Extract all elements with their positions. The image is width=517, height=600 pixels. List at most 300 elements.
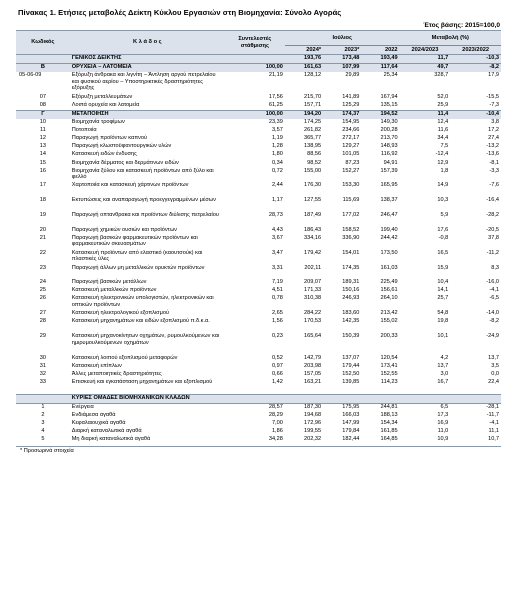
cell-weight: 2,44: [271, 182, 283, 189]
cell-code: 33: [39, 379, 46, 386]
cell-sector: ΚΥΡΙΕΣ ΟΜΑΔΕΣ ΒΙΟΜΗΧΑΝΙΚΩΝ ΚΛΑΔΩΝ: [70, 394, 225, 403]
cell-2023: 147,99: [342, 420, 360, 427]
cell-change-2024-2023: 14,9: [437, 182, 449, 189]
cell-change-2024-2023: 1,8: [440, 167, 449, 174]
cell-2023: 174,35: [342, 264, 360, 271]
table-row: [16, 420, 501, 428]
cell-2022: 157,39: [380, 167, 398, 174]
cell-weight: 23,39: [268, 119, 283, 126]
cell-change-2023-2022: 22,4: [488, 379, 499, 386]
cell-2022: 199,40: [380, 226, 398, 233]
cell-weight: 61,25: [268, 101, 283, 108]
cell-change-2024-2023: 10,9: [437, 436, 449, 443]
cell-2024: 179,42: [303, 249, 322, 256]
cell-code: 21: [39, 234, 46, 241]
cell-2022: 200,33: [380, 333, 398, 340]
cell-2023: 129,27: [342, 143, 360, 150]
table-body: [16, 55, 501, 445]
cell-2024: 157,71: [303, 101, 322, 108]
table-section-row: [16, 394, 501, 403]
header-sector: Κ λ ά δ ο ς: [70, 31, 225, 55]
cell-2024: 138,95: [303, 143, 322, 150]
cell-change-2023-2022: 3,5: [491, 362, 499, 369]
cell-weight: 1,56: [271, 318, 283, 325]
cell-weight: 0,23: [271, 333, 283, 340]
cell-2023: 177,02: [342, 212, 360, 219]
cell-change-2023-2022: 17,9: [488, 72, 499, 79]
cell-2022: 117,64: [361, 64, 399, 73]
cell-change-2023-2022: -13,6: [486, 151, 499, 158]
cell-2024: 165,64: [303, 333, 322, 340]
cell-code: [16, 394, 70, 403]
cell-code: 1: [41, 403, 45, 410]
cell-sector: Εκτυπώσεις και αναπαραγωγή προεγγεγραμμένων μέσων: [71, 197, 216, 204]
cell-code: 27: [39, 310, 46, 317]
cell-weight: 0,78: [271, 295, 283, 302]
cell-sector: Παραγωγή οπτανθρακα και προϊόντων διύλισης πετρελαίου: [71, 212, 219, 219]
table-row: [16, 295, 501, 310]
cell-2024: 187,30: [303, 403, 322, 410]
cell-code: 13: [39, 143, 46, 150]
cell-sector: Επισκευή και εγκατάσταση μηχανημάτων και εξοπλισμού: [71, 379, 213, 386]
cell-change-2023-2022: 11,1: [488, 428, 499, 435]
table-section-row: [16, 64, 501, 73]
header-code: Κωδικός: [16, 31, 70, 55]
cell-2024: 174,25: [303, 119, 322, 126]
cell-change-2024-2023: -0,8: [438, 234, 449, 241]
cell-2022: 213,70: [380, 135, 398, 142]
cell-weight: 4,43: [271, 226, 283, 233]
cell-2024: 193,76: [285, 55, 323, 64]
table-title: Πίνακας 1. Ετήσιες μεταβολές Δείκτη Κύκλου Εργασιών στη Βιομηχανία: Σύνολο Αγοράς: [18, 8, 342, 17]
cell-code: 18: [39, 197, 46, 204]
table-row: [16, 265, 501, 280]
cell-change-2024-2023: -12,4: [435, 151, 449, 158]
cell-weight: 100,00: [225, 64, 285, 73]
cell-code: 24: [39, 279, 46, 286]
header-change-2024-2023: 2024/2023: [400, 46, 451, 55]
cell-2022: 138,37: [380, 197, 398, 204]
cell-change-2023-2022: 3,8: [491, 119, 499, 126]
cell-change-2024-2023: 6,5: [440, 403, 449, 410]
table-row: [16, 119, 501, 127]
cell-2023: 87,23: [345, 159, 360, 166]
cell-code: 10: [39, 119, 46, 126]
cell-weight: 0,72: [271, 167, 283, 174]
cell-sector: Κατασκευή προϊόντων από ελαστικό (καουτσούκ) και πλαστικές ύλες: [71, 249, 203, 263]
header-change: Μεταβολή (%): [400, 31, 501, 46]
cell-sector: Μη διαρκή καταναλωτικά αγαθά: [71, 436, 151, 443]
cell-sector: Λοιπά ορυχεία και λατομεία: [71, 101, 140, 108]
cell-2023: 173,48: [323, 55, 361, 64]
cell-change-2023-2022: -16,4: [486, 197, 499, 204]
cell-2022: 194,52: [361, 110, 399, 119]
cell-change-2023-2022: -13,2: [486, 143, 499, 150]
table-row: [16, 412, 501, 420]
cell-sector: Κατασκευή επίπλων: [71, 362, 122, 369]
header-2023: 2023*: [323, 46, 361, 55]
cell-change-2024-2023: 49,7: [400, 64, 451, 73]
cell-change-2023-2022: -16,0: [486, 279, 499, 286]
cell-2024: 365,77: [303, 135, 322, 142]
cell-change-2024-2023: 3,0: [440, 370, 449, 377]
turnover-index-table: [16, 30, 501, 444]
cell-2024: 128,12: [303, 72, 322, 79]
cell-sector: Παραγωγή βασικών φαρμακευτικών προϊόντων και φαρμακευτικών σκευασμάτων: [71, 234, 198, 248]
cell-2024: 142,79: [303, 354, 322, 361]
footnote: * Προσωρινά στοιχεία: [16, 446, 501, 454]
cell-2024: 88,56: [307, 151, 322, 158]
cell-weight: 1,17: [271, 197, 283, 204]
cell-code: 22: [39, 249, 46, 256]
cell-2023: 153,30: [342, 182, 360, 189]
cell-2022: 135,15: [380, 101, 398, 108]
cell-change-2023-2022: 8,3: [491, 264, 499, 271]
cell-sector: Βιομηχανία τροφίμων: [71, 119, 125, 126]
cell-2023: 182,44: [342, 436, 360, 443]
cell-change-2024-2023: 25,7: [437, 295, 449, 302]
table-section-row: [16, 55, 501, 64]
cell-code: 30: [39, 354, 46, 361]
cell-sector: Άλλες μεταποιητικές δραστηριότητες: [71, 370, 162, 377]
cell-2022: 264,10: [380, 295, 398, 302]
cell-2023: 125,29: [342, 101, 360, 108]
cell-change-2024-2023: 54,8: [437, 310, 449, 317]
table-row: [16, 403, 501, 412]
cell-change-2024-2023: 17,3: [437, 412, 449, 419]
cell-code: 14: [39, 151, 46, 158]
cell-weight: 1,86: [271, 428, 283, 435]
cell-2022: 94,91: [383, 159, 398, 166]
cell-sector: ΓΕΝΙΚΟΣ ΔΕΙΚΤΗΣ: [70, 55, 225, 64]
table-row: [16, 355, 501, 363]
cell-2023: 139,85: [342, 379, 360, 386]
cell-change-2023-2022: 17,2: [488, 127, 499, 134]
cell-code: 05-06-09: [19, 72, 42, 79]
cell-change-2023-2022: -4,1: [489, 287, 499, 294]
cell-code: [16, 55, 70, 64]
cell-sector: Παραγωγή χημικών ουσιών και προϊόντων: [71, 226, 177, 233]
cell-change-2023-2022: 0,0: [491, 370, 499, 377]
cell-change-2023-2022: -4,1: [489, 420, 499, 427]
cell-change-2023-2022: -10,3: [450, 55, 501, 64]
table-row: [16, 72, 501, 94]
header-2022: 2022: [361, 46, 399, 55]
cell-change-2023-2022: -8,1: [489, 159, 499, 166]
cell-change-2024-2023: 11,6: [437, 127, 449, 134]
cell-weight: 0,97: [271, 362, 283, 369]
cell-2022: 164,85: [380, 436, 398, 443]
cell-2023: 101,05: [342, 151, 360, 158]
cell-weight: 3,57: [271, 127, 283, 134]
cell-2024: 172,96: [303, 420, 322, 427]
cell-2024: 194,68: [303, 412, 322, 419]
cell-sector: Εξόρυξη μεταλλευμάτων: [71, 93, 133, 100]
cell-2024: 284,22: [303, 310, 322, 317]
cell-change-2024-2023: 12,9: [437, 159, 449, 166]
cell-2022: [361, 394, 399, 403]
cell-change-2024-2023: 4,2: [440, 354, 449, 361]
cell-weight: 7,19: [271, 279, 283, 286]
cell-code: 4: [41, 428, 45, 435]
cell-change-2024-2023: 16,7: [437, 379, 449, 386]
cell-sector: ΟΡΥΧΕΙΑ – ΛΑΤΟΜΕΙΑ: [70, 64, 225, 73]
table-row: [16, 151, 501, 159]
table-row: [16, 212, 501, 227]
cell-change-2023-2022: -7,6: [489, 182, 499, 189]
cell-2022: 156,61: [380, 287, 398, 294]
cell-2023: 158,52: [342, 226, 360, 233]
cell-2024: 310,38: [303, 295, 322, 302]
cell-change-2024-2023: 10,4: [437, 279, 449, 286]
cell-2024: 161,63: [285, 64, 323, 73]
cell-2024: 186,43: [303, 226, 322, 233]
cell-change-2023-2022: -28,1: [486, 403, 499, 410]
cell-weight: 1,19: [271, 135, 283, 142]
cell-change-2023-2022: -11,2: [486, 249, 499, 256]
cell-2023: 107,99: [323, 64, 361, 73]
base-year-note: Έτος βάσης: 2015=100,0: [423, 22, 500, 29]
cell-weight: 1,80: [271, 151, 283, 158]
cell-2023: 336,90: [342, 234, 360, 241]
table-header: [16, 31, 501, 55]
cell-2023: 150,16: [342, 287, 360, 294]
cell-2022: 154,34: [380, 420, 398, 427]
cell-weight: 7,00: [271, 420, 283, 427]
table-row: [16, 197, 501, 212]
cell-change-2023-2022: -3,3: [489, 167, 499, 174]
cell-sector: Βιομηχανία δέρματος και δερμάτινων ειδών: [71, 159, 179, 166]
cell-change-2023-2022: -7,3: [489, 101, 499, 108]
cell-sector: Κατασκευή μηχανοκίνητων οχημάτων, ρυμουλκούμενων και ημιρυμουλκούμενων οχημάτων: [71, 333, 220, 346]
cell-change-2023-2022: 37,8: [488, 234, 499, 241]
cell-change-2024-2023: 14,1: [437, 287, 449, 294]
cell-sector: Κατασκευή μεταλλικών προϊόντων: [71, 287, 157, 294]
cell-2022: 244,42: [380, 234, 398, 241]
table-row: [16, 318, 501, 333]
cell-code: 29: [39, 333, 46, 340]
cell-2023: 234,66: [342, 127, 360, 134]
cell-weight: 28,57: [268, 403, 283, 410]
cell-2022: 149,30: [380, 119, 398, 126]
cell-code: 11: [39, 127, 46, 134]
cell-change-2023-2022: -28,2: [486, 212, 499, 219]
cell-code: 07: [39, 93, 46, 100]
cell-code: 16: [39, 167, 46, 174]
cell-change-2023-2022: [450, 394, 501, 403]
cell-sector: Παραγωγή προϊόντων καπνού: [71, 135, 148, 142]
cell-sector: Διαρκή καταναλωτικά αγαθά: [71, 428, 142, 435]
cell-change-2024-2023: 7,5: [440, 143, 449, 150]
cell-change-2023-2022: -10,4: [450, 110, 501, 119]
cell-change-2024-2023: 328,7: [434, 72, 449, 79]
cell-change-2024-2023: [400, 394, 451, 403]
cell-2022: 161,03: [380, 264, 398, 271]
cell-2023: 246,93: [342, 295, 360, 302]
cell-2022: 173,41: [380, 362, 398, 369]
cell-2022: 225,49: [380, 279, 398, 286]
cell-code: 12: [39, 135, 46, 142]
cell-code: 19: [39, 212, 46, 219]
cell-change-2024-2023: 25,9: [437, 101, 449, 108]
cell-change-2024-2023: 10,1: [437, 333, 449, 340]
cell-weight: 0,66: [271, 370, 283, 377]
cell-sector: Εξόρυξη άνθρακα και λιγνίτη – Άντληση αργού πετρελαίου και φυσικού αερίου – Υποστηρικτικές δραστηριότητες εξόρυξης: [71, 72, 216, 91]
cell-2023: 175,95: [342, 403, 360, 410]
cell-code: 20: [39, 226, 46, 233]
cell-weight: 28,29: [268, 412, 283, 419]
cell-weight: 34,28: [268, 436, 283, 443]
cell-2024: 155,00: [303, 167, 322, 174]
cell-code: 17: [39, 182, 46, 189]
cell-change-2023-2022: -14,0: [486, 310, 499, 317]
cell-sector: Παραγωγή κλωστοϋφαντουργικών υλών: [71, 143, 172, 150]
cell-sector: Κατασκευή ηλεκτρονικών υπολογιστών, ηλεκτρονικών και οπτικών προϊόντων: [71, 295, 214, 308]
table-section-row: [16, 110, 501, 119]
cell-change-2024-2023: 13,7: [437, 362, 449, 369]
cell-2023: [323, 394, 361, 403]
cell-sector: Παραγωγή βασικών μετάλλων: [71, 279, 147, 286]
cell-change-2024-2023: 11,0: [437, 428, 449, 435]
cell-code: 15: [39, 159, 46, 166]
table-row: [16, 436, 501, 444]
cell-2024: 163,21: [303, 379, 322, 386]
cell-sector: ΜΕΤΑΠΟΙΗΣΗ: [70, 110, 225, 119]
cell-change-2023-2022: -11,7: [486, 412, 499, 419]
header-2024: 2024*: [285, 46, 323, 55]
table-row: [16, 94, 501, 102]
table-row: [16, 371, 501, 379]
cell-2024: 176,30: [303, 182, 322, 189]
cell-2022: 167,94: [380, 93, 398, 100]
cell-weight: [225, 55, 285, 64]
cell-code: Β: [16, 64, 70, 73]
cell-change-2024-2023: 11,4: [400, 110, 451, 119]
cell-2022: 148,93: [380, 143, 398, 150]
cell-2024: 261,82: [303, 127, 322, 134]
cell-2023: 272,17: [342, 135, 360, 142]
cell-code: Γ: [16, 110, 70, 119]
cell-sector: Κεφαλαιουχικά αγαθά: [71, 420, 126, 427]
cell-2022: 120,54: [380, 354, 398, 361]
table-row: [16, 235, 501, 250]
cell-2023: 152,27: [342, 167, 360, 174]
cell-weight: 4,51: [271, 287, 283, 294]
cell-2023: 179,84: [342, 428, 360, 435]
cell-weight: 1,42: [271, 379, 283, 386]
table-row: [16, 363, 501, 371]
cell-2023: 150,39: [342, 333, 360, 340]
cell-code: 5: [41, 436, 45, 443]
cell-code: 28: [39, 318, 46, 325]
cell-2023: 137,07: [342, 354, 360, 361]
cell-change-2023-2022: 27,4: [488, 135, 499, 142]
cell-weight: 2,65: [271, 310, 283, 317]
cell-2024: 171,33: [303, 287, 322, 294]
table-row: [16, 102, 501, 111]
cell-2023: 179,44: [342, 362, 360, 369]
table-row: [16, 250, 501, 265]
cell-change-2024-2023: 5,9: [440, 212, 449, 219]
cell-2022: 244,81: [380, 403, 398, 410]
header-july: Ιούλιος: [285, 31, 400, 46]
cell-2022: 173,50: [380, 249, 398, 256]
table-row: [16, 333, 501, 355]
cell-code: 31: [39, 362, 46, 369]
cell-2022: 193,49: [361, 55, 399, 64]
cell-change-2023-2022: 13,7: [488, 354, 499, 361]
cell-2022: 114,23: [380, 379, 398, 386]
cell-change-2023-2022: -15,5: [486, 93, 499, 100]
cell-2024: 334,16: [303, 234, 322, 241]
table-row: [16, 168, 501, 183]
cell-weight: 21,19: [268, 72, 283, 79]
cell-2024: 199,55: [303, 428, 322, 435]
cell-code: 25: [39, 287, 46, 294]
cell-2024: 98,52: [307, 159, 322, 166]
cell-2024: 127,55: [303, 197, 322, 204]
cell-change-2024-2023: 11,7: [400, 55, 451, 64]
cell-change-2024-2023: 12,4: [437, 119, 449, 126]
cell-change-2024-2023: 16,9: [437, 420, 449, 427]
cell-2022: 152,55: [380, 370, 398, 377]
cell-2023: 154,01: [342, 249, 360, 256]
cell-code: 08: [39, 101, 46, 108]
cell-2023: 189,31: [342, 279, 360, 286]
cell-change-2023-2022: -6,5: [489, 295, 499, 302]
cell-code: 26: [39, 295, 46, 302]
cell-2023: 115,69: [342, 197, 360, 204]
cell-change-2023-2022: -24,9: [486, 333, 499, 340]
cell-2023: 141,89: [342, 93, 360, 100]
cell-2023: 152,50: [342, 370, 360, 377]
cell-2024: 187,49: [303, 212, 322, 219]
table-row: [16, 227, 501, 235]
cell-2024: 170,53: [303, 318, 322, 325]
cell-code: 32: [39, 370, 46, 377]
cell-2024: 202,32: [303, 436, 322, 443]
table-row: [16, 379, 501, 394]
cell-weight: 0,34: [271, 159, 283, 166]
cell-sector: Βιομηχανία ξύλου και κατασκευή προϊόντων από ξύλο και φελλό: [71, 167, 214, 181]
cell-code: 3: [41, 420, 45, 427]
cell-2023: 166,03: [342, 412, 360, 419]
cell-change-2023-2022: -8,2: [450, 64, 501, 73]
cell-change-2024-2023: 17,6: [437, 226, 449, 233]
cell-change-2023-2022: -20,5: [486, 226, 499, 233]
cell-change-2023-2022: 10,7: [488, 436, 499, 443]
cell-2023: 154,95: [342, 119, 360, 126]
cell-2023: 29,89: [345, 72, 360, 79]
cell-weight: 100,00: [225, 110, 285, 119]
cell-sector: Κατασκευή μηχανημάτων και ειδών εξοπλισμού π.δ.κ.α.: [71, 318, 210, 325]
cell-2023: 174,37: [323, 110, 361, 119]
cell-2024: 203,98: [303, 362, 322, 369]
cell-sector: Παραγωγή άλλων μη μεταλλικών ορυκτών προϊόντων: [71, 264, 205, 271]
cell-sector: Χαρτοποιία και κατασκευή χάρτινων προϊόντων: [71, 182, 189, 189]
cell-weight: 17,56: [268, 93, 283, 100]
cell-change-2023-2022: -8,2: [489, 318, 499, 325]
cell-change-2024-2023: 16,5: [437, 249, 449, 256]
cell-weight: 3,47: [271, 249, 283, 256]
cell-weight: 1,28: [271, 143, 283, 150]
cell-change-2024-2023: 34,4: [437, 135, 449, 142]
cell-code: 23: [39, 264, 46, 271]
cell-change-2024-2023: 52,0: [437, 93, 449, 100]
cell-2024: 157,05: [303, 370, 322, 377]
cell-2024: [285, 394, 323, 403]
cell-2022: 200,28: [380, 127, 398, 134]
